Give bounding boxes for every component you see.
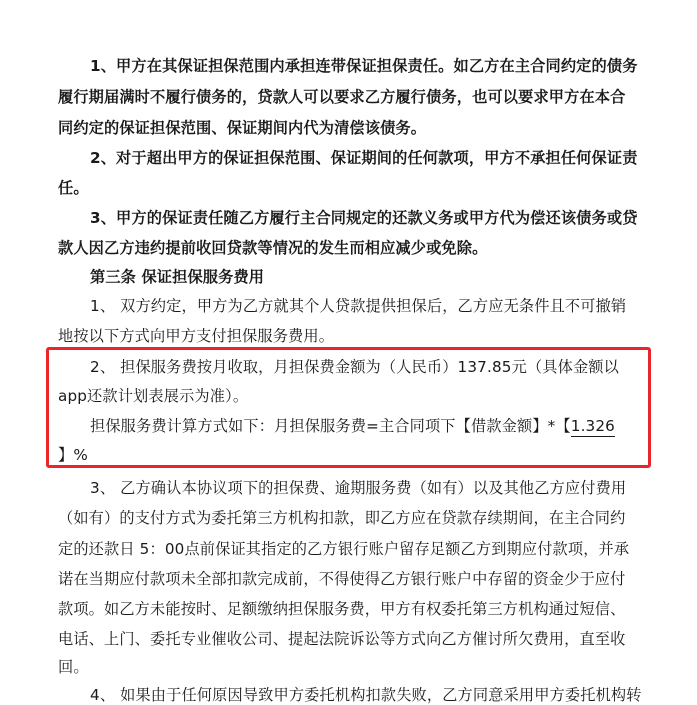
item-3-line-6: 电话、上门、委托专业催收公司、提起法院诉讼等方式向乙方催讨所欠费用，直至收	[58, 630, 626, 648]
highlight-box	[46, 347, 651, 468]
item-1-line-1: 1、 双方约定，甲方为乙方就其个人贷款提供担保后，乙方应无条件且不可撤销	[90, 297, 627, 315]
clause-3-line-2: 款人因乙方违约提前收回贷款等情况的发生而相应减少或免除。	[58, 239, 488, 257]
item-3-line-4: 诺在当期应付款项未全部扣款完成前，不得使得乙方银行账户中存留的资金少于应付	[58, 570, 626, 588]
formula-prefix: 担保服务费计算方式如下：月担保服务费=主合同项下【借款金额】*【	[90, 417, 571, 435]
item-3-line-1: 3、 乙方确认本协议项下的担保费、逾期服务费（如有）以及其他乙方应付费用	[90, 479, 627, 497]
item-2-line-2: app还款计划表展示为准）。	[58, 387, 249, 405]
formula-suffix: 】%	[58, 446, 88, 464]
clause-3-line-1: 3、甲方的保证责任随乙方履行主合同规定的还款义务或甲方代为偿还该债务或贷	[90, 209, 638, 227]
clause-2-line-2: 任。	[58, 179, 89, 197]
clause-1-line-2: 履行期届满时不履行债务的，贷款人可以要求乙方履行债务，也可以要求甲方在本合	[58, 88, 626, 106]
item-3-line-3: 定的还款日 5：00点前保证其指定的乙方银行账户留存足额乙方到期应付款项，并承	[58, 540, 630, 558]
item-3-line-5: 款项。如乙方未能按时、足额缴纳担保服务费，甲方有权委托第三方机构通过短信、	[58, 600, 626, 618]
item-3-line-2: （如有）的支付方式为委托第三方机构扣款，即乙方应在贷款存续期间，在主合同约	[58, 509, 626, 527]
item-1-line-2: 地按以下方式向甲方支付担保服务费用。	[58, 327, 335, 345]
clause-1-line-1: 1、甲方在其保证担保范围内承担连带保证担保责任。如乙方在主合同约定的债务	[90, 57, 638, 75]
article-3-heading: 第三条 保证担保服务费用	[90, 268, 265, 286]
item-4-line-1: 4、 如果由于任何原因导致甲方委托机构扣款失败，乙方同意采用甲方委托机构转	[90, 686, 642, 704]
item-2-line-1: 2、 担保服务费按月收取，月担保费金额为（人民币）137.85元（具体金额以	[90, 358, 619, 376]
item-3-line-7: 回。	[58, 658, 89, 676]
rate-value: 1.326	[570, 417, 615, 435]
clause-1-line-3: 同约定的保证担保范围、保证期间内代为清偿该债务。	[58, 119, 427, 137]
clause-2-line-1: 2、对于超出甲方的保证担保范围、保证期间的任何款项，甲方不承担任何保证责	[90, 149, 638, 167]
